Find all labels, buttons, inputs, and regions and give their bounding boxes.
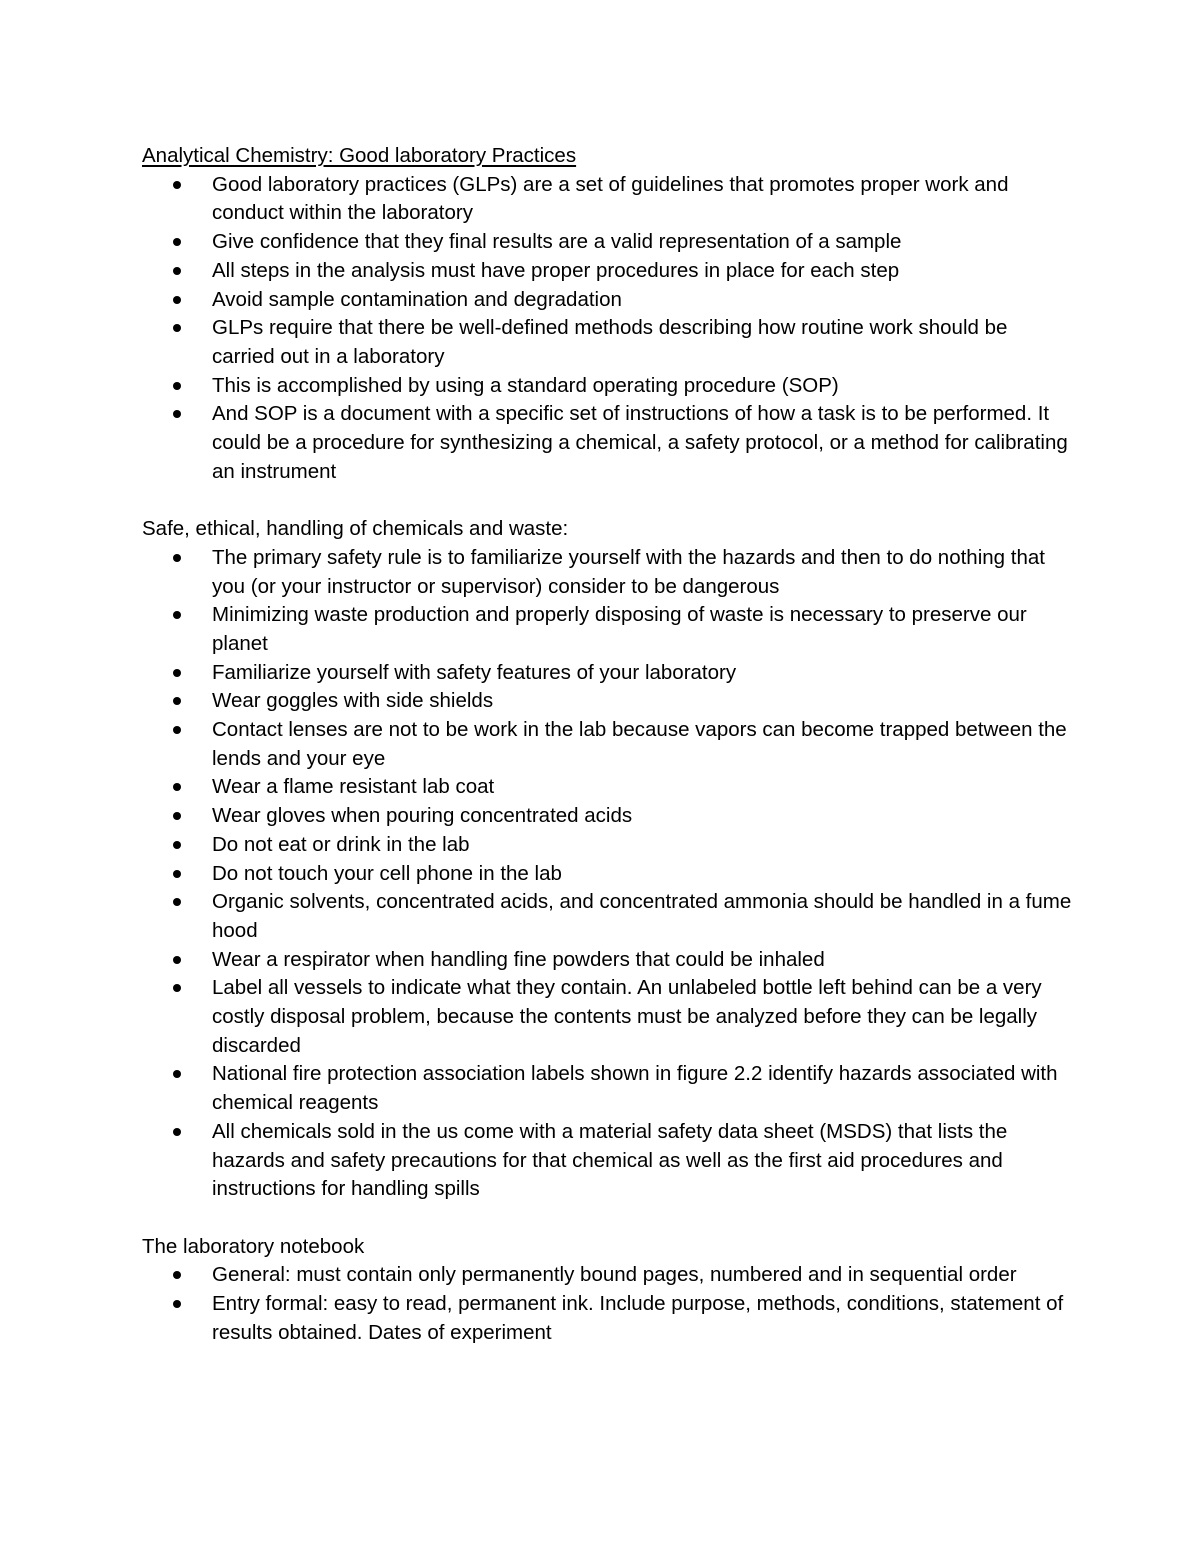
list-item — [142, 400, 1072, 486]
list-item — [142, 659, 1072, 688]
list-item — [142, 1290, 1072, 1347]
section-good-laboratory-practices — [142, 142, 1072, 486]
list-item — [142, 257, 1072, 286]
list-item-text: Do not touch your cell phone in the lab — [212, 861, 562, 885]
list-item-text: Wear a flame resistant lab coat — [212, 775, 495, 799]
bullet-list — [142, 544, 1072, 1204]
bullet-icon — [173, 841, 181, 849]
list-item — [142, 802, 1072, 831]
bullet-icon — [173, 296, 181, 304]
bullet-icon — [173, 956, 181, 964]
list-item — [142, 314, 1072, 371]
list-item-text: The primary safety rule is to familiarize yourself with the hazards and then to do nothing that you (or your instructor or supervisor) consider to be dangerous — [212, 545, 1045, 598]
bullet-icon — [173, 410, 181, 418]
list-item-text: Contact lenses are not to be work in the lab because vapors can become trapped between the lends and your eye — [212, 718, 1067, 770]
list-item — [142, 860, 1072, 889]
section-heading: Analytical Chemistry: Good laboratory Practices — [142, 144, 577, 167]
list-item — [142, 372, 1072, 401]
bullet-icon — [173, 1271, 181, 1279]
list-item — [142, 1118, 1072, 1204]
bullet-icon — [173, 611, 181, 619]
list-item-text: General: must contain only permanently bound pages, numbered and in sequential order — [212, 1263, 1017, 1287]
list-item — [142, 716, 1072, 773]
list-item-text: Wear a respirator when handling fine powders that could be inhaled — [212, 947, 825, 971]
list-item-text: Do not eat or drink in the lab — [212, 832, 470, 856]
section-heading: The laboratory notebook — [142, 1234, 365, 1258]
list-item — [142, 974, 1072, 1060]
bullet-list — [142, 1261, 1072, 1347]
list-item-text: Give confidence that they final results are a valid representation of a sample — [212, 230, 902, 254]
bullet-icon — [173, 267, 181, 275]
spacer — [142, 1204, 1072, 1233]
list-item-text: And SOP is a document with a specific set of instructions of how a task is to be performed. It could be a procedure for synthesizing a chemical, a safety protocol, or a method for calibrating an instrument — [212, 402, 1068, 483]
list-item — [142, 1261, 1072, 1290]
bullet-icon — [173, 324, 181, 332]
bullet-icon — [173, 898, 181, 906]
list-item-text: Avoid sample contamination and degradation — [212, 287, 622, 311]
bullet-icon — [173, 1128, 181, 1136]
list-item-text: All steps in the analysis must have proper procedures in place for each step — [212, 258, 900, 282]
list-item-text: All chemicals sold in the us come with a material safety data sheet (MSDS) that lists the hazards and safety precautions for that chemical as well as the first aid procedures and instructions for handling spills — [212, 1119, 1008, 1201]
document-page — [142, 142, 1072, 1348]
list-item — [142, 687, 1072, 716]
list-item-text: Organic solvents, concentrated acids, and concentrated ammonia should be handled in a fume hood — [212, 890, 1072, 942]
list-item-text: Wear goggles with side shields — [212, 689, 494, 713]
list-item — [142, 171, 1072, 228]
list-item-text: National fire protection association labels shown in figure 2.2 identify hazards associated with chemical reagents — [212, 1062, 1058, 1115]
list-item — [142, 601, 1072, 658]
spacer — [142, 486, 1072, 515]
list-item-text: Label all vessels to indicate what they contain. An unlabeled bottle left behind can be a very costly disposal problem, because the contents must be analyzed before they can be legally discarded — [212, 976, 1042, 1057]
list-item — [142, 946, 1072, 975]
list-item — [142, 773, 1072, 802]
bullet-icon — [173, 554, 181, 562]
list-item — [142, 831, 1072, 860]
list-item — [142, 888, 1072, 945]
list-item — [142, 228, 1072, 257]
list-item — [142, 286, 1072, 315]
bullet-icon — [173, 1070, 181, 1078]
list-item-text: Good laboratory practices (GLPs) are a set of guidelines that promotes proper work and conduct within the laboratory — [212, 172, 1009, 225]
list-item-text: Minimizing waste production and properly disposing of waste is necessary to preserve our planet — [212, 603, 1027, 655]
bullet-icon — [173, 697, 181, 705]
bullet-icon — [173, 382, 181, 390]
bullet-icon — [173, 238, 181, 246]
section-laboratory-notebook — [142, 1233, 1072, 1348]
bullet-icon — [173, 812, 181, 820]
list-item-text: GLPs require that there be well-defined methods describing how routine work should be carried out in a laboratory — [212, 316, 1008, 368]
bullet-icon — [173, 181, 181, 189]
list-item-text: This is accomplished by using a standard operating procedure (SOP) — [212, 373, 839, 397]
bullet-icon — [173, 726, 181, 734]
bullet-icon — [173, 984, 181, 992]
section-heading: Safe, ethical, handling of chemicals and waste: — [142, 517, 569, 541]
list-item — [142, 1060, 1072, 1117]
list-item-text: Entry formal: easy to read, permanent ink. Include purpose, methods, conditions, statement of results obtained. Dates of experiment — [212, 1292, 1064, 1344]
list-item-text: Familiarize yourself with safety features of your laboratory — [212, 660, 737, 684]
section-safe-handling — [142, 515, 1072, 1204]
bullet-icon — [173, 669, 181, 677]
bullet-icon — [173, 1300, 181, 1308]
bullet-icon — [173, 870, 181, 878]
bullet-icon — [173, 783, 181, 791]
bullet-list — [142, 171, 1072, 487]
list-item-text: Wear gloves when pouring concentrated acids — [212, 804, 633, 828]
list-item — [142, 544, 1072, 601]
